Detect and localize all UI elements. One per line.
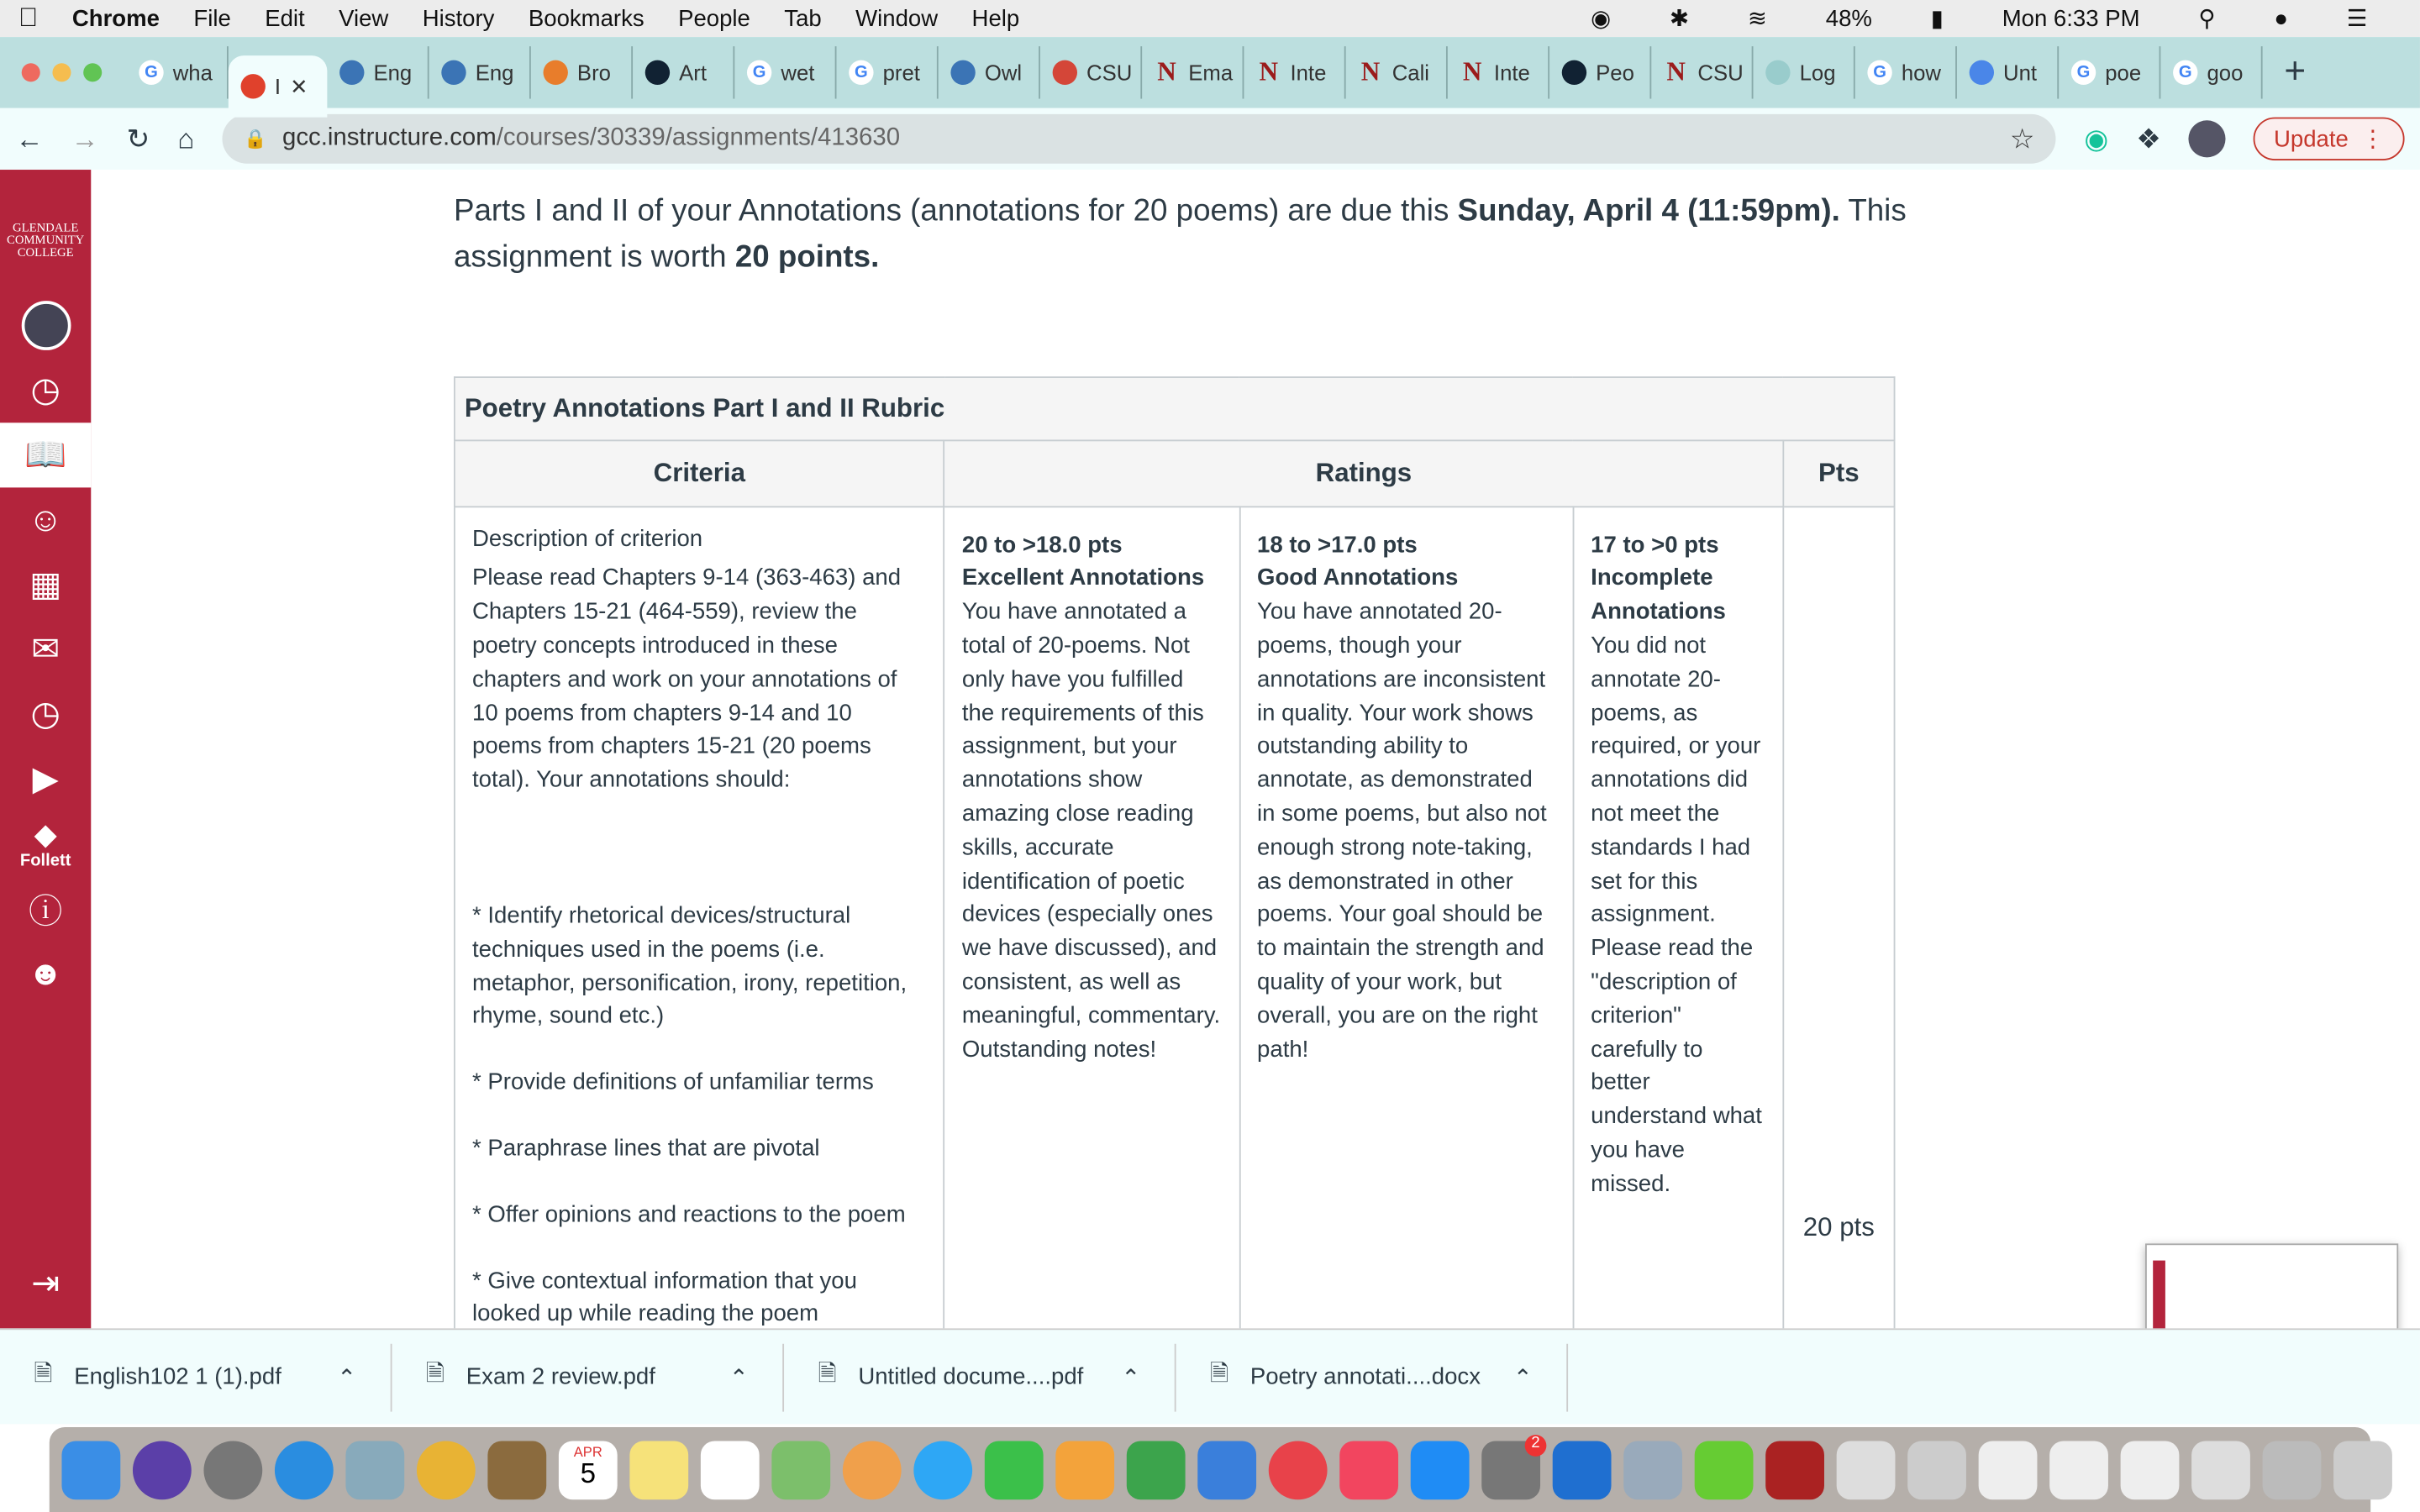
- google-favicon-icon: G: [139, 60, 163, 85]
- keynote-icon[interactable]: [1197, 1441, 1256, 1499]
- N-favicon-icon: N: [1462, 56, 1482, 87]
- photos-icon[interactable]: [843, 1441, 902, 1499]
- inbox-icon[interactable]: ✉: [31, 629, 60, 669]
- N-favicon-icon: N: [1157, 56, 1176, 87]
- url-path: /courses/30339/assignments/413630: [496, 124, 901, 151]
- back-icon[interactable]: ←: [15, 123, 44, 154]
- globe-favicon-icon: [1562, 60, 1586, 85]
- trash-icon[interactable]: [2333, 1441, 2392, 1499]
- menu-people[interactable]: People: [658, 5, 731, 32]
- rubric-table: [454, 376, 1895, 1328]
- follett-link[interactable]: ◆ Follett: [19, 818, 71, 869]
- colorful-favicon-icon: [544, 60, 568, 85]
- chevron-up-icon[interactable]: ⌃: [729, 1364, 749, 1391]
- criterion-bullet: * Offer opinions and reactions to the poem: [472, 1201, 906, 1228]
- tab-title: Ema: [1188, 60, 1234, 86]
- criteria-header: Criteria: [455, 440, 944, 507]
- browser-tab[interactable]: [531, 46, 633, 98]
- forward-icon[interactable]: →: [71, 123, 99, 154]
- google-favicon-icon: G: [1867, 60, 1891, 85]
- browser-tab[interactable]: [1855, 46, 1957, 98]
- browser-tab[interactable]: [1957, 46, 2059, 98]
- tab-title: I: [274, 74, 281, 99]
- canvas-global-nav: [0, 170, 91, 1328]
- gmail-favicon-icon: [1053, 60, 1077, 85]
- browser-tab[interactable]: [1142, 46, 1244, 98]
- menu-tab[interactable]: Tab: [764, 5, 802, 32]
- tab-title: Log: [1799, 60, 1836, 86]
- points-cell: 20 pts: [1783, 507, 1894, 1329]
- tab-title: goo: [2207, 60, 2244, 86]
- courses-icon[interactable]: 📖: [0, 423, 91, 487]
- siri-icon[interactable]: ●: [2274, 5, 2288, 32]
- browser-tab[interactable]: [1040, 46, 1142, 98]
- close-tab-icon[interactable]: ✕: [290, 73, 308, 98]
- news-icon[interactable]: [1269, 1441, 1328, 1499]
- owl-favicon-icon: [950, 60, 975, 85]
- pdf-file-icon: 🗎: [34, 1360, 53, 1388]
- download-item[interactable]: 🗎 Untitled docume....pdf ⌃: [784, 1343, 1176, 1411]
- menu-edit[interactable]: Edit: [245, 5, 286, 32]
- download-item[interactable]: 🗎 Poetry annotati....docx ⌃: [1176, 1343, 1569, 1411]
- criterion-bullet: * Paraphrase lines that are pivotal: [472, 1135, 820, 1162]
- download-item[interactable]: 🗎 Exam 2 review.pdf ⌃: [392, 1343, 785, 1411]
- pages-icon[interactable]: [1055, 1441, 1114, 1499]
- browser-tab[interactable]: [429, 46, 531, 98]
- criterion-body: Please read Chapters 9-14 (363-463) and Chapters 15-21 (464-559), review the poetry concepts introduced in these chapters and work on your annotations of 10 poems from chapters 9-14 and 10 poems from chapters 15-21 (20 poems total). Your annotations should:: [472, 564, 902, 794]
- follett-icon: ◆: [34, 818, 56, 850]
- browser-tab[interactable]: [1651, 46, 1753, 98]
- docx-file-icon: 🗎: [1209, 1360, 1229, 1388]
- rating-incomplete[interactable]: 17 to >0 pts Incomplete Annotations You did not annotate 20-poems, as required, or your annotations did not meet the standards I had set for this assignment. Please read the "description of criterion" carefully to better understand what you have missed.: [1573, 507, 1783, 1329]
- bookmark-star-icon[interactable]: ☆: [2009, 123, 2035, 154]
- messages-icon[interactable]: [913, 1441, 972, 1499]
- assignment-content: [91, 170, 2420, 1328]
- doc-favicon-icon: [441, 60, 466, 85]
- apple-icon[interactable]: [18, 3, 38, 34]
- menu-window[interactable]: Window: [835, 5, 918, 32]
- zoom-window-button[interactable]: [83, 63, 102, 81]
- criterion-cell: [455, 507, 944, 1329]
- document-icon[interactable]: [2191, 1441, 2250, 1499]
- reload-icon[interactable]: ↻: [126, 123, 150, 154]
- siri-icon[interactable]: [133, 1441, 192, 1499]
- menu-file[interactable]: File: [173, 5, 212, 32]
- preview-icon[interactable]: [345, 1441, 404, 1499]
- criterion-label: Description of criterion: [472, 525, 703, 552]
- rating-excellent[interactable]: 20 to >18.0 pts Excellent Annotations You have annotated a total of 20-poems. Not only have you fulfilled the requirements of this assignment, but your annotations show amazing close reading skills, accurate identification of poetic devices (especially ones we have discussed), and consistent, as well as meaningful, commentary. Outstanding notes!: [944, 507, 1239, 1329]
- notebook-icon[interactable]: [487, 1441, 546, 1499]
- menu-bookmarks[interactable]: Bookmarks: [508, 5, 625, 32]
- menu-view[interactable]: View: [318, 5, 369, 32]
- extensions-icon[interactable]: ❖: [2136, 123, 2161, 154]
- update-button[interactable]: Update ⋮: [2254, 118, 2404, 160]
- music-icon[interactable]: [1339, 1441, 1398, 1499]
- browser-tab[interactable]: [633, 46, 734, 98]
- tab-title: Eng: [475, 60, 514, 86]
- cleaner-icon[interactable]: [1695, 1441, 1754, 1499]
- canvas-favicon-icon: [241, 74, 266, 98]
- address-bar[interactable]: [222, 114, 2056, 164]
- tab-title: CSU: [1697, 60, 1744, 86]
- tab-title: CSU: [1086, 60, 1133, 86]
- spotlight-icon[interactable]: ⚲: [2198, 6, 2216, 33]
- home-icon[interactable]: ⌂: [177, 123, 195, 154]
- commons-icon[interactable]: ▶: [32, 759, 59, 798]
- image-capture-icon[interactable]: [1623, 1441, 1682, 1499]
- lock-icon: 🔒: [244, 128, 267, 150]
- launchpad-icon[interactable]: [203, 1441, 262, 1499]
- document-icon[interactable]: [2263, 1441, 2322, 1499]
- browser-toolbar: [0, 108, 2420, 170]
- dashboard-icon[interactable]: ◷: [30, 370, 60, 409]
- browser-tab[interactable]: [734, 46, 836, 98]
- pts-header: Pts: [1783, 440, 1894, 507]
- chevron-up-icon[interactable]: ⌃: [337, 1364, 357, 1391]
- numbers-icon[interactable]: [1127, 1441, 1186, 1499]
- google-favicon-icon: G: [2173, 60, 2197, 85]
- notes-icon[interactable]: [629, 1441, 688, 1499]
- browser-tab[interactable]: [1753, 46, 1854, 98]
- tab-title: Inte: [1290, 60, 1327, 86]
- college-logo[interactable]: GLENDALE COMMUNITY COLLEGE: [7, 220, 85, 260]
- N-favicon-icon: N: [1259, 56, 1279, 87]
- tab-strip: [0, 37, 2420, 108]
- document-icon[interactable]: [1907, 1441, 1966, 1499]
- app-store-icon[interactable]: [1411, 1441, 1470, 1499]
- calendar-icon[interactable]: ▦: [29, 564, 62, 604]
- browser-tab[interactable]: [1448, 46, 1549, 98]
- help-icon[interactable]: ⓘ: [28, 890, 63, 930]
- bluetooth-app-icon[interactable]: [1553, 1441, 1612, 1499]
- tab-title: Unt: [2003, 60, 2038, 86]
- close-window-button[interactable]: [22, 63, 40, 81]
- maps-icon[interactable]: [771, 1441, 830, 1499]
- tab-title: Inte: [1493, 60, 1530, 86]
- google-favicon-icon: G: [2071, 60, 2096, 85]
- chevron-up-icon[interactable]: ⌃: [1512, 1364, 1533, 1391]
- mac-menubar: [0, 0, 2420, 37]
- browser-tab[interactable]: [1346, 46, 1448, 98]
- criterion-bullet: * Identify rhetorical devices/structural techniques used in the poems (i.e. metaphor, personification, irony, repetition, rhyme, sound etc.): [472, 902, 908, 1030]
- pdf-file-icon: 🗎: [818, 1360, 837, 1388]
- groups-icon[interactable]: ☺: [28, 500, 63, 539]
- tab-title: wha: [172, 60, 213, 86]
- document-icon[interactable]: [1837, 1441, 1896, 1499]
- tab-title: Owl: [984, 60, 1023, 86]
- tab-title: pret: [882, 60, 920, 86]
- globe-favicon-icon: [645, 60, 670, 85]
- url-host: gcc.instructure.com: [281, 124, 497, 151]
- new-tab-button[interactable]: +: [2284, 50, 2307, 93]
- pdf-file-icon: 🗎: [425, 1360, 445, 1388]
- rating-good[interactable]: 18 to >17.0 pts Good Annotations You have annotated 20-poems, though your annotations are inconsistent in quality. Your work shows outstanding ability to annotate, as demonstrated in some poems, but also not enough strong note-taking, as demonstrated in other poems. Your goal should be to maintain the strength and quality of your work, but overall, you are on the right path!: [1239, 507, 1573, 1329]
- rubric-title: Poetry Annotations Part I and II Rubric: [455, 377, 1895, 440]
- account-avatar[interactable]: [0, 293, 91, 358]
- clock[interactable]: Mon 6:33 PM: [2002, 5, 2140, 32]
- minimize-window-button[interactable]: [52, 63, 71, 81]
- tab-title: Bro: [576, 60, 611, 86]
- doc-favicon-icon: [339, 60, 364, 85]
- N-favicon-icon: N: [1360, 56, 1381, 87]
- browser-tab[interactable]: [1549, 46, 1651, 98]
- browser-tab[interactable]: [2160, 46, 2262, 98]
- document-icon[interactable]: [1979, 1441, 2038, 1499]
- tab-title: Art: [679, 60, 708, 86]
- chrome-icon[interactable]: [417, 1441, 476, 1499]
- history-icon[interactable]: ◷: [30, 694, 60, 733]
- tab-title: poe: [2105, 60, 2142, 86]
- ratings-header: Ratings: [944, 440, 1783, 507]
- tab-title: how: [1901, 60, 1941, 86]
- avatar[interactable]: [2189, 120, 2226, 157]
- studio-icon[interactable]: ☻: [27, 953, 64, 992]
- finder-icon[interactable]: [61, 1441, 120, 1499]
- creative-cloud-icon[interactable]: ◉: [1591, 6, 1612, 33]
- mac-dock: [50, 1427, 2370, 1512]
- window-controls: [22, 63, 103, 81]
- assignment-intro: Parts I and II of your Annotations (annotations for 20 poems) are due this Sunday, April 4 (11:59pm). This assignment is worth 20 points.: [453, 194, 1907, 275]
- downloads-bar: [0, 1328, 2420, 1424]
- facetime-icon[interactable]: [985, 1441, 1044, 1499]
- browser-tab[interactable]: [836, 46, 938, 98]
- N-favicon-icon: N: [1666, 56, 1686, 87]
- reminders-icon[interactable]: [701, 1441, 760, 1499]
- browser-tab[interactable]: [229, 55, 328, 117]
- wifi-icon[interactable]: ≋: [1747, 6, 1767, 33]
- tab-title: Eng: [373, 60, 413, 86]
- bluetooth-icon[interactable]: ✱: [1669, 6, 1690, 33]
- notification-badge: 2: [1525, 1434, 1547, 1456]
- document-icon[interactable]: [2121, 1441, 2180, 1499]
- browser-tab[interactable]: [1244, 46, 1345, 98]
- tab-title: Cali: [1392, 60, 1430, 86]
- tab-title: Peo: [1596, 60, 1634, 86]
- safari-icon[interactable]: [275, 1441, 334, 1499]
- criterion-bullet: * Give contextual information that you looked up while reading the poem: [472, 1267, 857, 1328]
- battery-percent[interactable]: 48%: [1825, 5, 1872, 32]
- browser-tab[interactable]: [127, 46, 229, 98]
- cas-favicon-icon: [1765, 60, 1790, 85]
- criterion-bullet: * Provide definitions of unfamiliar terms: [472, 1069, 874, 1096]
- control-center-icon[interactable]: ☰: [2346, 6, 2368, 33]
- document-icon[interactable]: [2049, 1441, 2108, 1499]
- menu-app-name[interactable]: Chrome: [52, 5, 140, 32]
- browser-tab[interactable]: [939, 46, 1040, 98]
- download-item[interactable]: 🗎 English102 1 (1).pdf ⌃: [0, 1343, 392, 1411]
- voice-memos-icon[interactable]: [1765, 1441, 1824, 1499]
- calendar-icon[interactable]: APR 5: [559, 1441, 618, 1499]
- chevron-up-icon[interactable]: ⌃: [1121, 1364, 1141, 1391]
- system-preferences-icon[interactable]: [1481, 1434, 1540, 1499]
- browser-tab[interactable]: [2059, 46, 2160, 98]
- collapse-nav-icon[interactable]: ⇥: [31, 1263, 60, 1303]
- grammarly-icon[interactable]: ◉: [2084, 123, 2109, 154]
- tab-title: wet: [781, 60, 815, 86]
- gdoc-favicon-icon: [1970, 60, 1994, 85]
- menu-help[interactable]: Help: [952, 5, 1000, 32]
- battery-icon[interactable]: ▮: [1930, 6, 1944, 33]
- browser-tab[interactable]: [327, 46, 429, 98]
- google-favicon-icon: G: [849, 60, 873, 85]
- google-favicon-icon: G: [747, 60, 771, 85]
- menu-history[interactable]: History: [402, 5, 476, 32]
